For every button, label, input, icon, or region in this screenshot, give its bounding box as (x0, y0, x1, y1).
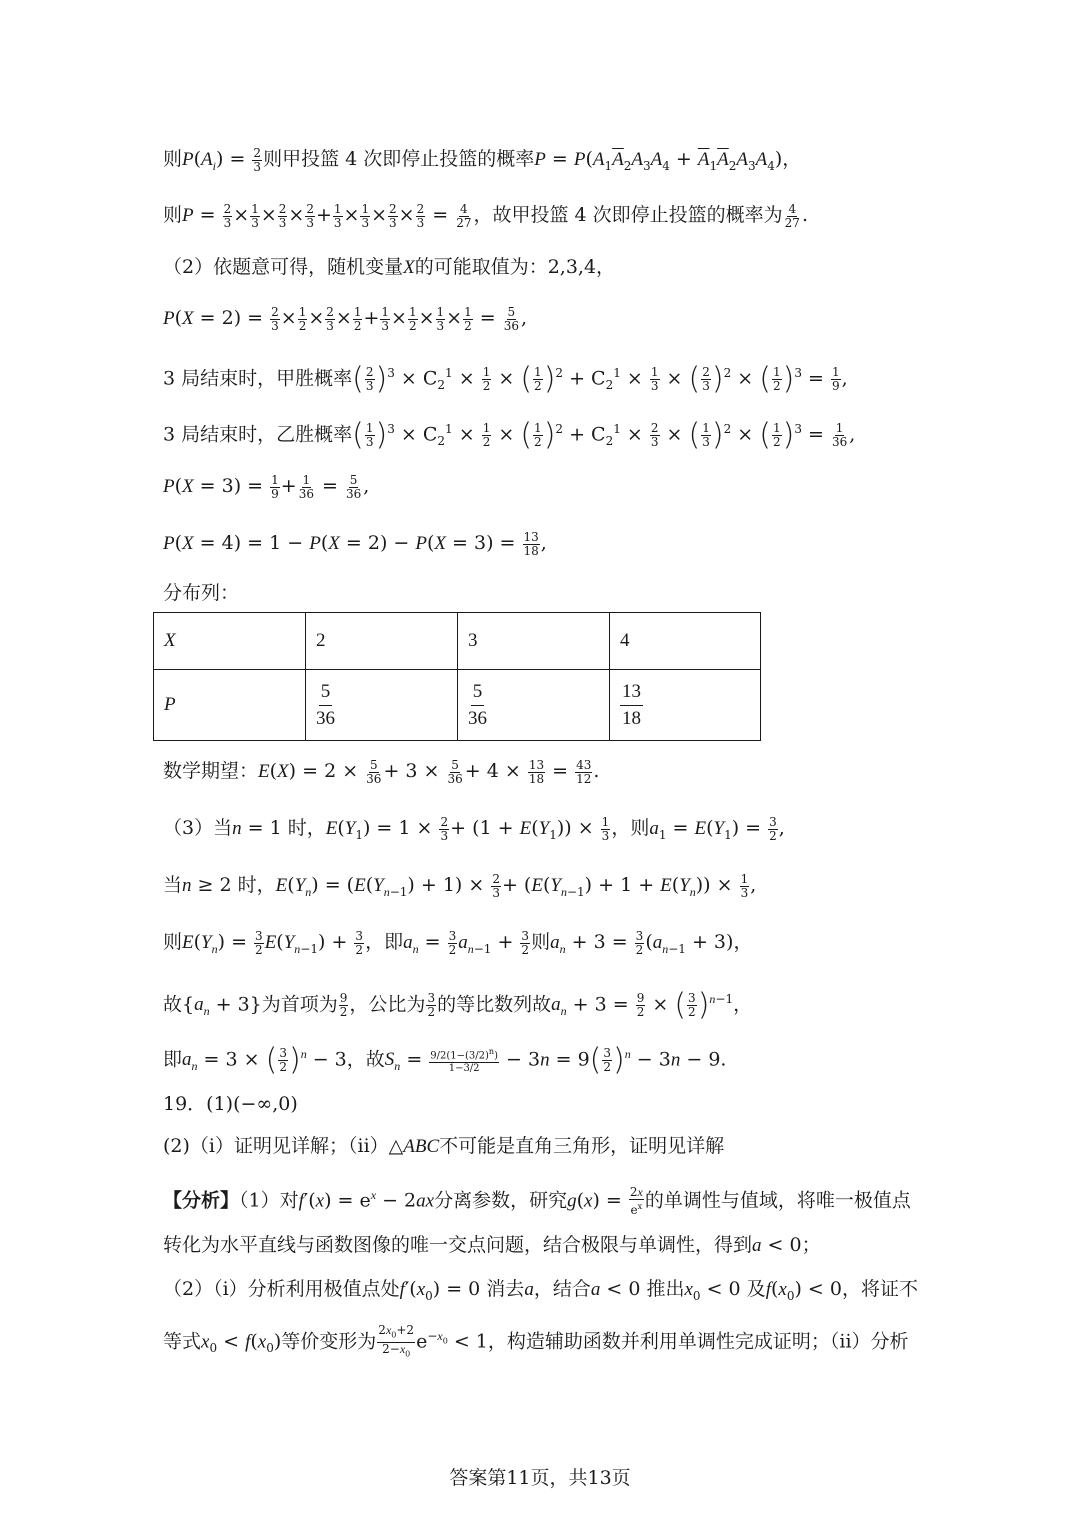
line-12: 当n ≥ 2 时，$E(Y_n) = (E(Y_{n-1}) + 1)$ × $\frac{2}{3}$ + $(E(Y_{n-1}) + 1 + E(Y_n))$ × $\frac{1}{3}$ , (163, 871, 757, 900)
line-2: 则P = $\frac{2}{3}$ × $\frac{1}{3}$ × $\frac{2}{3}$ × $\frac{2}{3}$ + $\frac{1}{3}$ × $\frac{1}{3}$ × $\frac{2}{3}$ × $\frac{2}{3}$ = $\frac{4}{27}$ ，故甲投篮 4 次即停止投篮的概率为 $\frac{4}{27}$ . (163, 201, 808, 230)
line-4: P(X = 2) = $\frac{2}{3}$ × $\frac{1}{2}$ × $\frac{2}{3}$ × $\frac{1}{2}$ + $\frac{1}{3}$ × $\frac{1}{2}$ × $\frac{1}{3}$ × $\frac{1}{2}$ = $\frac{5}{36}$ , (163, 304, 528, 333)
line-14: 故$\{a_n + 3\}$为首项为 $\frac{9}{2}$ ，公比为 $\frac{3}{2}$ 的等比数列故$a_n + 3$ = $\frac{9}{2}$ × ( $\frac{3}{2}$ )$^{n-1}$， (163, 987, 753, 1023)
line-13: 则$E(Y_n)$ = $\frac{3}{2}$ $E(Y_{n-1})$ + $\frac{3}{2}$ ，即$a_n$ = $\frac{3}{2}$ $a_{n-1}$ + $\frac{3}{2}$ 则$a_n + 3$ = $\frac{3}{2}$ $(a_{n-1} + 3)$， (163, 928, 753, 957)
table-cell: 3 (458, 613, 610, 670)
line-11: （3）当n = 1 时，$E(Y_1) = 1$ × $\frac{2}{3}$ + $(1 + E(Y_1))$ × $\frac{1}{3}$ ，则$a_1 = E(Y_1)$ = $\frac{3}{2}$ , (163, 814, 785, 843)
table-cell: $\frac{5}{36}$ (306, 670, 458, 741)
table-row (154, 670, 761, 741)
table-row (154, 613, 761, 670)
distribution-table (153, 612, 761, 741)
table-cell: 4 (610, 613, 761, 670)
line-20: （2）（i）分析利用极值点处$f'(x_0) = 0$ 消去a，结合a < 0 推出$x_0 < 0$ 及$f(x_0) < 0$，将证不 (163, 1278, 918, 1303)
line-6: 3 局结束时，乙胜概率( $\frac{1}{3}$ )$^3 \times C_2^1$ × $\frac{1}{2}$ × ( $\frac{1}{2}$ )$^2 + C_2^1$ × $\frac{2}{3}$ × ( $\frac{1}{3}$ )$^2$ × ( $\frac{1}{2}$ )$^3$ = $\frac{1}{36}$ , (163, 417, 856, 453)
line-5: 3 局结束时，甲胜概率( $\frac{2}{3}$ )$^3 \times C_2^1$ × $\frac{1}{2}$ × ( $\frac{1}{2}$ )$^2 + C_2^1$ × $\frac{1}{3}$ × ( $\frac{2}{3}$ )$^2$ × ( $\frac{1}{2}$ )$^3$ = $\frac{1}{9}$ , (163, 361, 848, 397)
line-21: 等式$x_0 < f(x_0)$等价变形为 $\frac{2x_0+2}{2-x_0}$ $e^{-x_0} < 1$，构造辅助函数并利用单调性完成证明；（ii）分析 (163, 1323, 909, 1359)
line-3: （2）依题意可得，随机变量X的可能取值为：2,3,4， (163, 256, 616, 278)
line-10: 数学期望：E(X) = 2 × $\frac{5}{36}$ + 3 × $\frac{5}{36}$ + 4 × $\frac{13}{18}$ = $\frac{43}{12}$ . (163, 757, 600, 786)
line-9: 分布列： (163, 582, 240, 604)
table-cell: P (154, 670, 306, 741)
line-16: 19．(1)(−∞,0) (163, 1093, 298, 1115)
line-15: 即$a_n = 3$ × ( $\frac{3}{2}$ )$^n$ − 3，故$S_n$ = $\frac{9/2(1-(3/2)^n)}{1-3/2}$ − 3n = 9( $\frac{3}{2}$ )$^n$ − 3n − 9. (163, 1042, 727, 1078)
line-1: 则$P(A_i)$ = $\frac{2}{3}$ 则甲投篮 4 次即停止投篮的概率$P = P(A_1\overline{A}_2A_3A_4 + \overline{A}_1\overline{A}_2A_3A_4)$， (163, 145, 802, 174)
table-cell: X (154, 613, 306, 670)
table-cell: $\frac{5}{36}$ (458, 670, 610, 741)
line-19: 转化为水平直线与函数图像的唯一交点问题，结合极限与单调性，得到a < 0； (163, 1234, 821, 1256)
line-17: (2)（i）证明见详解；（ii）△ABC不可能是直角三角形，证明见详解 (163, 1135, 725, 1157)
line-7: P(X = 3) = $\frac{1}{9}$ + $\frac{1}{36}$ = $\frac{5}{36}$ , (163, 472, 370, 501)
line-18: 【分析】（1）对$f'(x) = e^x - 2ax$分离参数，研究g(x) = $\frac{2x}{e^x}$ 的单调性与值域，将唯一极值点 (163, 1184, 911, 1217)
table-cell: $\frac{13}{18}$ (610, 670, 761, 741)
table-cell: 2 (306, 613, 458, 670)
page-footer: 答案第11页，共13页 (449, 1467, 631, 1489)
line-8: P(X = 4) = 1 − P(X = 2) − P(X = 3) = $\frac{13}{18}$ , (163, 529, 547, 558)
